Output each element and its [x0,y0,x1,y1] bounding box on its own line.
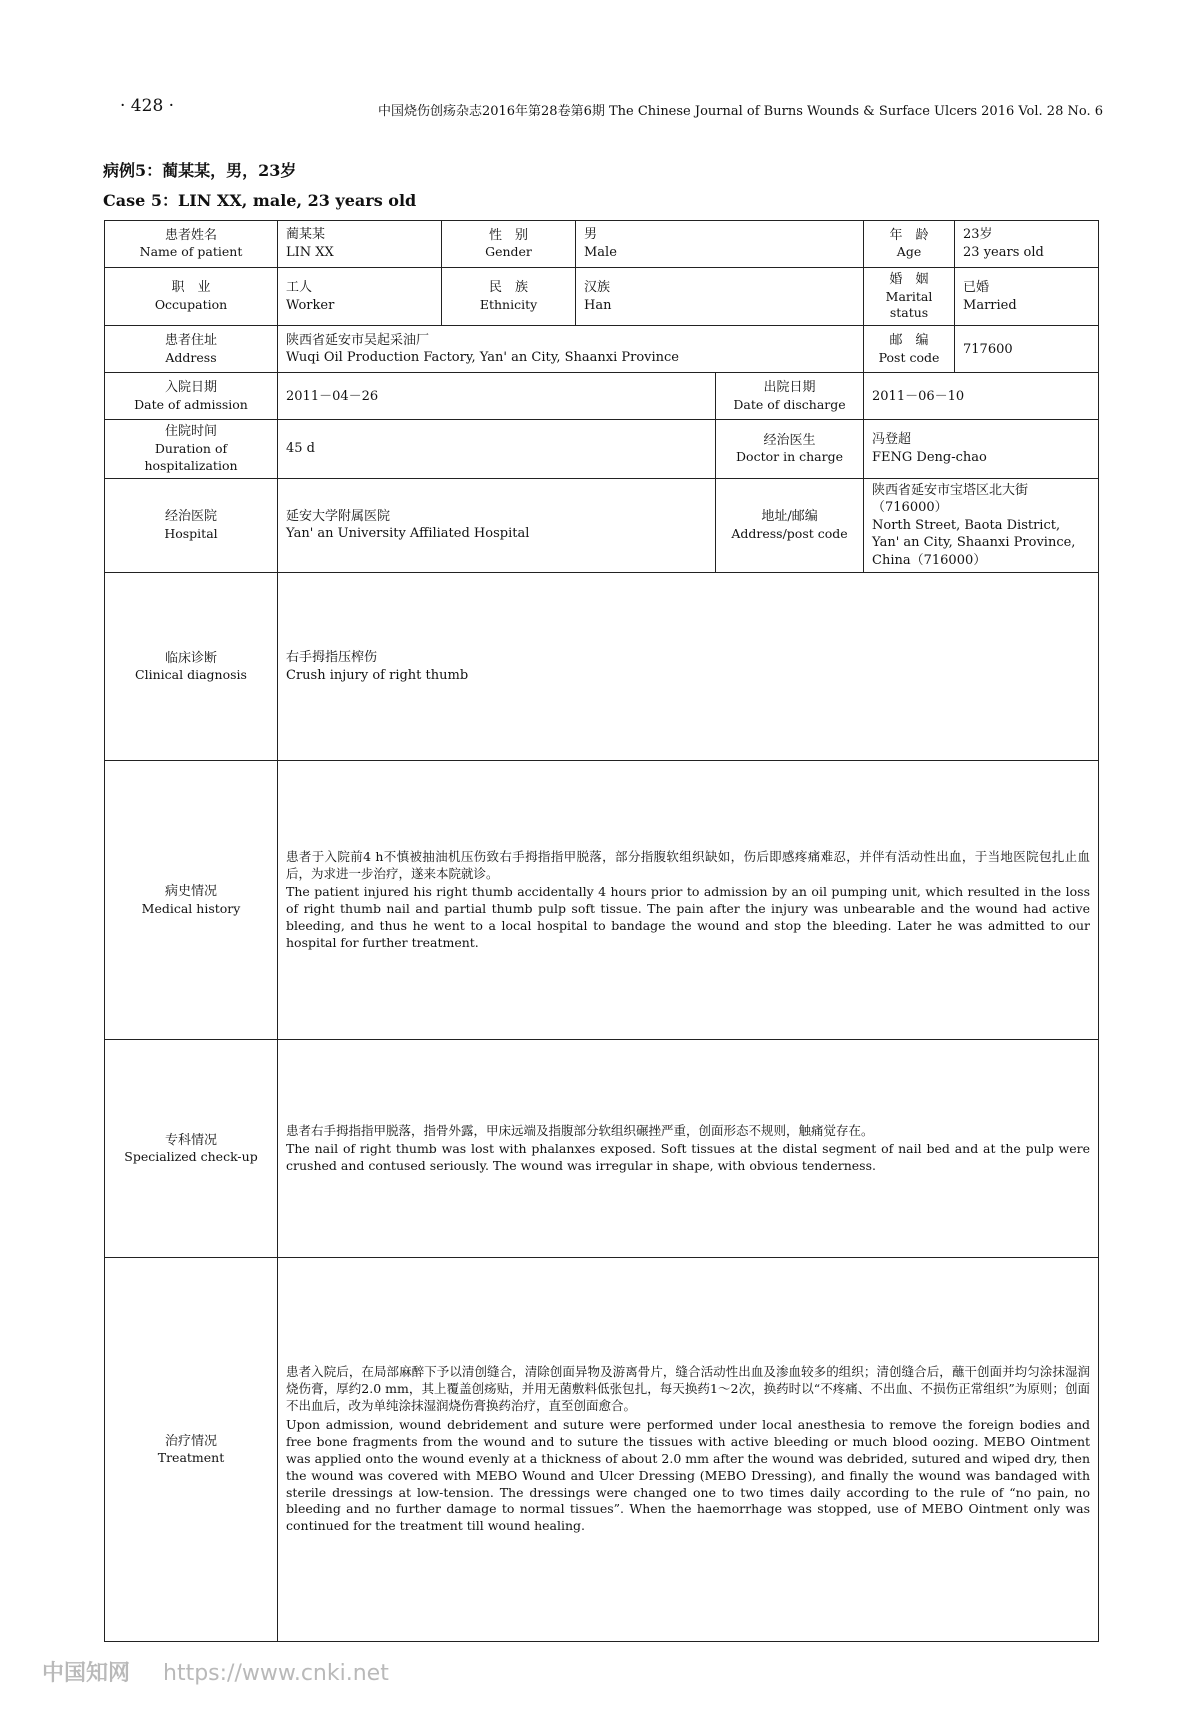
page-number: · 428 · [120,96,175,116]
marital-value-en: Married [963,297,1017,313]
doctor-label-cn: 经治医生 [763,432,816,448]
row-checkup [105,1040,1099,1258]
hospital-label-en: Hospital [164,525,218,541]
occupation-label-cell [105,268,278,326]
hospital-label-cell [105,478,278,573]
row-diagnosis [105,573,1099,761]
doctor-label-en: Doctor in charge [736,449,843,465]
marital-label-en: Marital status [885,288,933,321]
doctor-value-cn: 冯登超 [872,432,912,448]
postcode-value: 717600 [963,341,1013,357]
case-title-en: Case 5：LIN XX, male, 23 years old [103,191,417,210]
hospaddr-label-en: Address/post code [731,525,848,541]
marital-value-cn: 已婚 [963,280,990,296]
history-label-cn: 病史情况 [164,884,217,900]
hospaddr-value-cn: 陕西省延安市宝塔区北大街（716000） [872,482,1029,516]
admission-value-cell [278,373,716,420]
marital-label-cn: 婚 姻 [889,272,929,287]
treatment-text-cn: 患者入院后，在局部麻醉下予以清创缝合，清除创面异物及游离骨片，缝合活动性出血及渗血较多的组织；清创缝合后，蘸干创面并均匀涂抹湿润烧伤膏，厚约2.0 mm，其上覆盖创疡贴，并用无菌敷料低张包扎，每天换药1～2次，换药时以“不疼痛、不出血、不损伤正常组织”为原则；创面不出血后，改为单纯涂抹湿润烧伤膏换药治疗，直至创面愈合。 [286,1364,1091,1414]
hospaddr-label-cell [716,478,864,573]
doctor-label-cell [716,420,864,478]
name-label-cn: 患者姓名 [164,227,217,243]
name-value-en: LIN XX [286,245,334,260]
postcode-label-cn: 邮 编 [889,333,929,349]
watermark-url: https://www.cnki.net [163,1661,389,1686]
gender-label-en: Gender [485,244,532,260]
age-value-cell [955,221,1099,268]
history-text-cn: 患者于入院前4 h不慎被抽油机压伤致右手拇指指甲脱落，部分指腹软组织缺如，伤后即感疼痛难忍，并伴有活动性出血，于当地医院包扎止血后，为求进一步治疗，遂来本院就诊。 [286,848,1091,881]
hospaddr-value-en: North Street, Baota District, Yan' an City, Shaanxi Province, China（716000） [872,517,1076,568]
name-value-cell [278,221,442,268]
checkup-text-cn: 患者右手拇指指甲脱落，指骨外露，甲床远端及指腹部分软组织碾挫严重，创面形态不规则，触痛觉存在。 [286,1122,874,1138]
age-label-en: Age [896,244,922,260]
diagnosis-value-en: Crush injury of right thumb [286,667,469,683]
occupation-value-cell [278,268,442,326]
ethnicity-label-cn: 民 族 [488,280,528,296]
page-header [108,96,1103,124]
checkup-text-en: The nail of right thumb was lost with phalanxes exposed. Soft tissues at the distal segment of nail bed and at the pulp were crushed and contused seriously. The wound was irregular in shape, with obvious tenderness. [286,1141,1091,1174]
discharge-value-cell [864,373,1099,420]
postcode-label-en: Post code [878,349,940,365]
admission-label-cn: 入院日期 [164,380,217,396]
history-label-cell [105,761,278,1040]
row-duration [105,420,1099,478]
postcode-label-cell [864,326,955,373]
ethnicity-label-cell [442,268,576,326]
marital-value-cell [955,268,1099,326]
history-label-en: Medical history [141,900,241,916]
postcode-value-cell [955,326,1099,373]
hospital-value-cell [278,478,716,573]
row-history [105,761,1099,1040]
treatment-text-en: Upon admission, wound debridement and suture were performed under local anesthesia to remove the foreign bodies and free bone fragments from the wound and to suture the tissues with active bleeding or much blood oozing. MEBO Ointment was applied onto the wound evenly at a thickness of about 2.0 mm after the wound was debrided, sutured and wiped dry, then the wound was covered with MEBO Wound and Ulcer Dressing (MEBO Dressing), and finally the wound was bandaged with sterile dressings at low-tension. The dressings were changed one to two times daily according to the rule of “no pain, no bleeding and no further damage to normal tissues”. When the haemorrhage was stopped, use of MEBO Ointment only was continued for the treatment till wound healing. [286,1417,1091,1534]
ethnicity-label-en: Ethnicity [479,296,538,312]
address-label-cn: 患者住址 [164,333,217,349]
case-record-table [104,220,1099,1642]
duration-label-cell [105,420,278,478]
duration-value: 45 d [286,441,315,457]
gender-value-en: Male [584,245,617,260]
gender-label-cell [442,221,576,268]
hospital-label-cn: 经治医院 [164,509,217,525]
checkup-value-cell [278,1040,1099,1258]
duration-value-cell [278,420,716,478]
history-text-en: The patient injured his right thumb accidentally 4 hours prior to admission by an oil pumping unit, which resulted in the loss of right thumb nail and partial thumb pulp soft tissue. The pain after the injury was unbearable and the wound had active bleeding, and thus he went to a local hospital to bandage the wound and stop the bleeding. Later he was admitted to our hospital for further treatment. [286,884,1091,951]
watermark-brand: 中国知网 [42,1661,131,1686]
name-value-cn: 蔺某某 [286,227,326,243]
diagnosis-label-en: Clinical diagnosis [135,667,247,683]
duration-label-en: Duration of hospitalization [144,440,238,473]
occupation-label-cn: 职 业 [171,280,211,296]
age-label-cell [864,221,955,268]
hospital-value-cn: 延安大学附属医院 [286,508,391,524]
ethnicity-value-cell [576,268,864,326]
diagnosis-value-cn: 右手拇指压榨伤 [286,650,378,666]
treatment-value-cell [278,1258,1099,1642]
row-address [105,326,1099,373]
treatment-label-en: Treatment [157,1450,225,1466]
row-occupation [105,268,1099,326]
discharge-label-cn: 出院日期 [763,380,816,396]
checkup-label-cell [105,1040,278,1258]
age-value-cn: 23岁 [963,227,993,243]
age-value-en: 23 years old [963,245,1044,260]
admission-label-cell [105,373,278,420]
address-label-en: Address [165,349,217,365]
name-label-en: Name of patient [139,244,243,260]
treatment-label-cell [105,1258,278,1642]
doctor-value-en: FENG Deng-chao [872,449,987,465]
checkup-label-cn: 专科情况 [164,1132,217,1148]
gender-label-cn: 性 别 [488,227,528,243]
gender-value-cell [576,221,864,268]
admission-label-en: Date of admission [134,396,248,412]
address-value-cell [278,326,864,373]
duration-label-cn: 住院时间 [164,424,217,440]
name-label-cell [105,221,278,268]
row-treatment [105,1258,1099,1642]
discharge-label-en: Date of discharge [733,396,846,412]
diagnosis-label-cell [105,573,278,761]
discharge-label-cell [716,373,864,420]
marital-label-cell [864,268,955,326]
hospaddr-label-cn: 地址/邮编 [761,509,818,525]
case-title-cn: 病例5：蔺某某，男，23岁 [103,161,297,180]
doctor-value-cell [864,420,1099,478]
occupation-label-en: Occupation [154,296,228,312]
row-name [105,221,1099,268]
running-head: 中国烧伤创疡杂志2016年第28卷第6期 The Chinese Journal of Burns Wounds & Surface Ulcers 2016 Vol. 28 No. 6 [377,104,1103,119]
address-label-cell [105,326,278,373]
diagnosis-value-cell [278,573,1099,761]
treatment-label-cn: 治疗情况 [164,1433,217,1449]
hospital-value-en: Yan' an University Affiliated Hospital [286,526,530,542]
gender-value-cn: 男 [584,227,598,243]
hospaddr-value-cell [864,478,1099,573]
discharge-value: 2011－06－10 [872,388,965,404]
ethnicity-value-en: Han [584,297,612,313]
admission-value: 2011－04－26 [286,388,379,404]
row-dates [105,373,1099,420]
checkup-label-en: Specialized check-up [124,1149,258,1165]
occupation-value-cn: 工人 [286,280,313,296]
row-hospital [105,478,1099,573]
occupation-value-en: Worker [286,297,335,313]
ethnicity-value-cn: 汉族 [584,280,611,296]
address-value-cn: 陕西省延安市吴起采油厂 [286,332,430,348]
history-value-cell [278,761,1099,1040]
address-value-en: Wuqi Oil Production Factory, Yan' an City, Shaanxi Province [286,350,679,366]
cnki-watermark [42,1656,389,1687]
diagnosis-label-cn: 临床诊断 [164,650,217,666]
age-label-cn: 年 龄 [889,227,929,243]
